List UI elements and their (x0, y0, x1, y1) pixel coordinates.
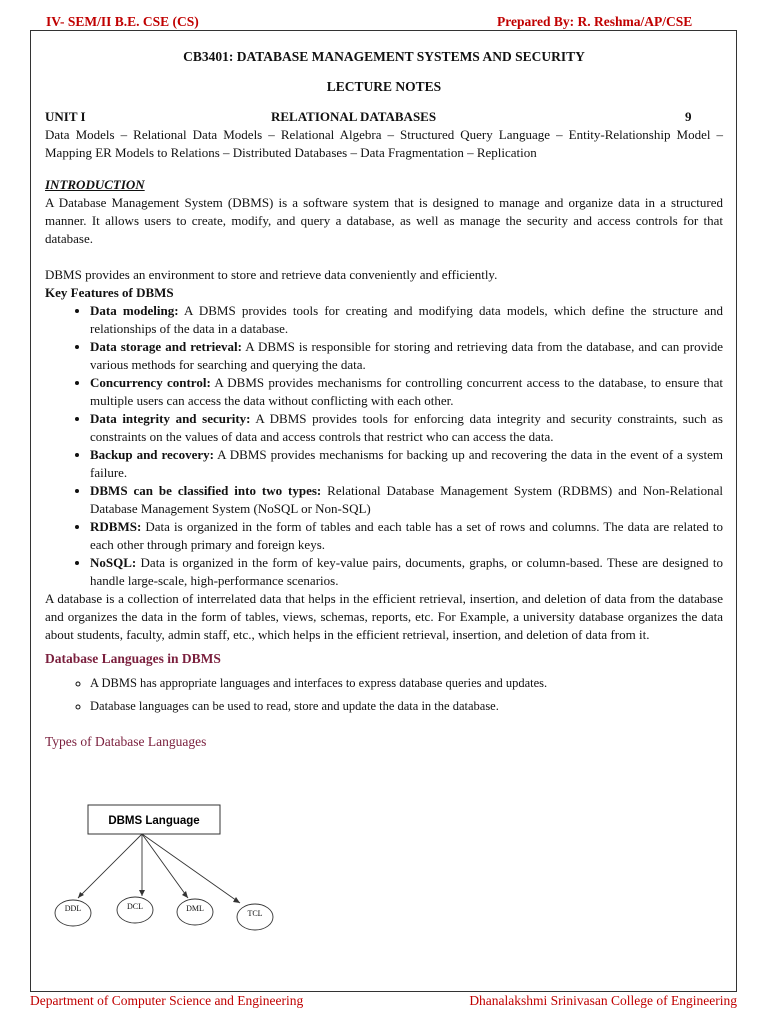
key-features-heading: Key Features of DBMS (45, 285, 174, 300)
database-paragraph: A database is a collection of interrelated data that helps in the efficient retrieval, insertion, and deletion of data from the database and organizes the data in the form of tables, views, schemas, reports, etc. For Example, a university database organizes the data about students, faculty, admin staff, etc., which helps in the efficient retrieval, insertion, and deletion of data from it. (45, 591, 723, 642)
unit-name: RELATIONAL DATABASES (271, 109, 437, 124)
lecture-notes-title: LECTURE NOTES (326, 79, 442, 94)
list-item: • Concurrency control: A DBMS provides mechanisms for controlling concurrent access to the database, to ensure that multiple users can access the data without conflicting with each other. (90, 374, 723, 410)
unit-syllabus: Data Models – Relational Data Models – Relational Algebra – Structured Query Language – Entity-Relationship Model – Mapping ER Models to Relations – Distributed Databases – Data Fragmentation – Replication (45, 127, 723, 160)
list-item: • Data modeling: A DBMS provides tools for creating and modifying data models, which define the structure and relationships of the data in a database. (90, 302, 723, 338)
unit-row (45, 108, 723, 126)
diagram-arrows (78, 834, 240, 903)
header-right: Prepared By: R. Reshma/AP/CSE (497, 14, 693, 29)
tcl-label: TCL (247, 909, 263, 918)
ddl-label: DDL (64, 904, 82, 913)
header-left: IV- SEM/II B.E. CSE (CS) (46, 14, 199, 29)
root-label: DBMS Language (108, 815, 200, 827)
intro-paragraph-2: DBMS provides an environment to store and retrieve data conveniently and efficiently. (45, 267, 498, 282)
footer-right: Dhanalakshmi Srinivasan College of Engineering (469, 993, 737, 1008)
dml-label: DML (186, 904, 204, 913)
course-title: CB3401: DATABASE MANAGEMENT SYSTEMS AND SECURITY (183, 49, 585, 64)
list-item: • RDBMS: Data is organized in the form of tables and each table has a set of rows and columns. The data are related to each other through primary and foreign keys. (90, 518, 723, 554)
list-item: • DBMS can be classified into two types: Relational Database Management System (RDBMS) and Non-Relational Database Management System (NoSQL or Non-SQL) (90, 482, 723, 518)
intro-paragraph-1: A Database Management System (DBMS) is a software system that is designed to manage and organize data in a structured manner. It allows users to create, modify, and query a database, as well as manage the security and access controls for that database. (45, 195, 723, 246)
child-nodes (55, 897, 273, 930)
list-item: ◦ A DBMS has appropriate languages and interfaces to express database queries and updates. (90, 674, 723, 692)
unit-label: UNIT I (45, 109, 86, 124)
list-item: • Data integrity and security: A DBMS provides tools for enforcing data integrity and security constraints, such as constraints on the values of data and access controls that restrict who can access the data. (90, 410, 723, 446)
footer-left: Department of Computer Science and Engineering (30, 993, 304, 1008)
unit-hours: 9 (685, 109, 692, 124)
introduction-heading: INTRODUCTION (45, 177, 145, 192)
dcl-label: DCL (127, 902, 143, 911)
list-item: • NoSQL: Data is organized in the form of key-value pairs, documents, graphs, or column-based. These are designed to handle large-scale, high-performance scenarios. (90, 554, 723, 590)
key-features-list (45, 302, 723, 590)
languages-list (45, 674, 723, 715)
diagram-arrowheads (78, 890, 240, 903)
page-content (45, 44, 723, 751)
dbms-language-diagram (50, 800, 300, 940)
list-item: • Data storage and retrieval: A DBMS is responsible for storing and retrieving data from the database, and can provide various methods for searching and querying the data. (90, 338, 723, 374)
list-item: ◦ Database languages can be used to read, store and update the data in the database. (90, 697, 723, 715)
types-of-languages-heading: Types of Database Languages (45, 734, 207, 749)
list-item: • Backup and recovery: A DBMS provides mechanisms for backing up and recovering the data in the event of a system failure. (90, 446, 723, 482)
database-languages-heading: Database Languages in DBMS (45, 651, 221, 666)
